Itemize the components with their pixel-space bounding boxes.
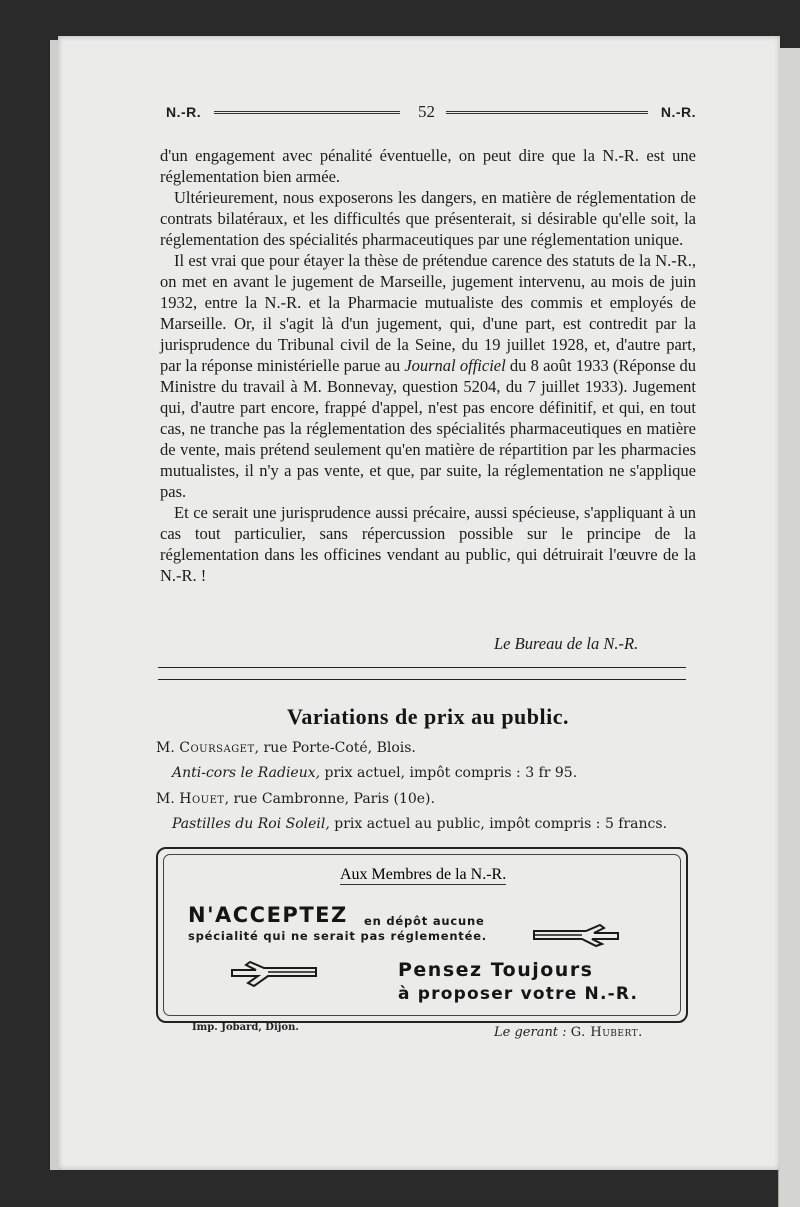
- price-entry-1-detail: [172, 765, 577, 781]
- advert-pensez: Pensez Toujours: [398, 959, 594, 981]
- product-price: prix actuel, impôt compris : 3 fr 95.: [320, 765, 578, 781]
- running-header: [166, 104, 696, 122]
- section-title: Variations de prix au public.: [286, 704, 570, 729]
- separator-rule-bottom: [158, 679, 686, 680]
- product-price: prix actuel au public, impôt compris : 5 francs.: [329, 816, 668, 832]
- header-right-title: N.-R.: [660, 104, 696, 120]
- entry-name: Coursaget: [179, 740, 255, 756]
- separator-rule-top: [158, 667, 686, 668]
- advert-specialite: spécialité qui ne serait pas réglementée.: [188, 929, 487, 943]
- advert-proposer: à proposer votre N.-R.: [398, 984, 639, 1004]
- product-name: Anti-cors le Radieux,: [172, 765, 321, 781]
- entry-prefix: M.: [156, 740, 180, 756]
- paragraph-3-text-a: Il est vrai que pour étayer la thèse de prétendue carence des statuts de la N.-R., on met en avant le jugement de Marseille, jugement intervenu, au mois de juin 1932, entre la N.-R. et la Pharmacie mutualiste des commis et employés de Marseille. Or, il s'agit là d'un jugement, qui, d'une part, est contredit par la jurisprudence du Tribunal civil de la Seine, du 19 juillet 1928, et, d'autre part, par la réponse ministérielle parue au: [160, 251, 696, 375]
- price-entry-2-detail: [172, 816, 667, 832]
- advert-heading-text: Aux Membres de la: [340, 866, 467, 883]
- advert-nacceptez: N'ACCEPTEZ: [188, 903, 348, 927]
- paragraph-3: [160, 250, 696, 502]
- header-rule-right: [446, 111, 648, 114]
- page-edge-right: [778, 48, 800, 1207]
- body-text: [160, 145, 696, 586]
- entry-address: , rue Cambronne, Paris (10e).: [224, 791, 435, 807]
- entry-name: Houet: [179, 791, 225, 807]
- page-number: 52: [418, 102, 435, 121]
- journal-officiel-title: Journal officiel: [404, 356, 506, 375]
- manager-name: G. Hubert.: [570, 1025, 643, 1040]
- pointing-hand-icon: [228, 959, 318, 989]
- header-left-title: N.-R.: [166, 104, 202, 120]
- paragraph-3-text-b: du 8 août 1933 (Réponse du Ministre du travail à M. Bonnevay, question 5204, du 7 juillet 1933). Jugement qui, d'autre part encore, frappé d'appel, n'est pas encore définitif, et qui, en tout cas, ne tranche pas la réglementation des spécialités pharmaceutiques en matière de vente, mais prétend seulement qu'en matière de répartition par les pharmacies mutualistes, il n'y a pas vente, et que, par suite, la réglementation ne s'applique pas.: [160, 356, 696, 501]
- manager-label: Le gerant :: [494, 1025, 567, 1040]
- paragraph-1: d'un engagement avec pénalité éventuelle, on peut dire que la N.-R. est une réglementation bien armée.: [160, 146, 696, 186]
- product-name: Pastilles du Roi Soleil,: [172, 816, 330, 832]
- entry-address: , rue Porte-Coté, Blois.: [254, 740, 416, 756]
- advert-heading: [340, 866, 506, 885]
- pointing-hand-icon: [532, 922, 622, 948]
- paragraph-4: Et ce serait une jurisprudence aussi précaire, aussi spécieuse, s'appliquant à un cas tout particulier, sans répercussion possible sur le principe de la réglementation dans les officines vendant au public, qui détruirait l'œuvre de la N.-R. !: [160, 503, 696, 585]
- advert-depot: en dépôt aucune: [364, 914, 485, 928]
- signature: Le Bureau de la N.-R.: [494, 634, 639, 653]
- paragraph-2: Ultérieurement, nous exposerons les dangers, en matière de réglementation de contrats bilatéraux, et les difficultés que présenterait, si désirable qu'elle soit, la réglementation des spécialités pharmaceutiques par une réglementation unique.: [160, 188, 696, 249]
- price-entry-2: [156, 791, 435, 807]
- header-rule-left: [214, 111, 400, 114]
- advert-heading-brand: N.-R.: [470, 866, 507, 883]
- printer-credit: Imp. Jobard, Dijon.: [192, 1022, 299, 1033]
- manager-credit: [494, 1025, 643, 1040]
- price-entry-1: [156, 740, 416, 756]
- entry-prefix: M.: [156, 791, 180, 807]
